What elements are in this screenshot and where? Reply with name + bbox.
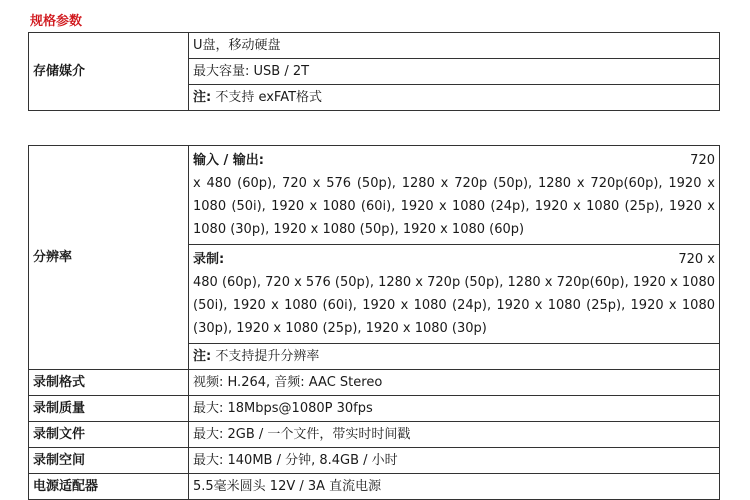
- resolution-io-first: 720: [690, 153, 715, 168]
- storage-note-label: 注:: [193, 90, 212, 105]
- storage-max-capacity: 最大容量: USB / 2T: [189, 59, 720, 85]
- resolution-rec-values: 480 (60p), 720 x 576 (50p), 1280 x 720p (50p), 1280 x 720p(60p), 1920 x 1080 (50i), 1920 x 1080 (60i), 1920 x 1080 (24p), 1920 x 1080 (25p), 1920 x 1080 (30p), 1920 x 1080 (25p), 1920 x 1080 (30p): [193, 275, 715, 336]
- record-space-label: 录制空间: [29, 448, 189, 474]
- resolution-rec-first: 720 x: [678, 252, 715, 267]
- resolution-io-cell: [189, 146, 720, 245]
- resolution-rec-label: 录制:: [193, 252, 225, 267]
- record-format-value: 视频: H.264, 音频: AAC Stereo: [189, 370, 720, 396]
- record-quality-value: 最大: 18Mbps@1080P 30fps: [189, 396, 720, 422]
- record-file-label: 录制文件: [29, 422, 189, 448]
- spec-table: [28, 145, 720, 500]
- page-title: 规格参数: [30, 14, 83, 29]
- power-adapter-value: 5.5毫米圆头 12V / 3A 直流电源: [189, 474, 720, 500]
- power-adapter-label: 电源适配器: [29, 474, 189, 500]
- storage-table: [28, 32, 720, 111]
- storage-note: [189, 85, 720, 111]
- storage-label: 存储媒介: [29, 33, 189, 111]
- storage-media-types: U盘，移动硬盘: [189, 33, 720, 59]
- resolution-label: 分辨率: [29, 146, 189, 370]
- resolution-note: [189, 344, 720, 370]
- record-format-label: 录制格式: [29, 370, 189, 396]
- record-file-value: 最大: 2GB / 一个文件，带实时时间戳: [189, 422, 720, 448]
- resolution-io-values: x 480 (60p), 720 x 576 (50p), 1280 x 720p (50p), 1280 x 720p(60p), 1920 x 1080 (50i), 1920 x 1080 (60i), 1920 x 1080 (24p), 1920 x 1080 (25p), 1920 x 1080 (30p), 1920 x 1080 (50p), 1920 x 1080 (60p): [193, 176, 715, 237]
- record-quality-label: 录制质量: [29, 396, 189, 422]
- resolution-rec-cell: [189, 245, 720, 344]
- storage-note-text: 不支持 exFAT格式: [211, 90, 323, 105]
- resolution-note-text: 不支持提升分辨率: [211, 349, 320, 364]
- resolution-io-label: 输入 / 输出:: [193, 153, 264, 168]
- resolution-note-label: 注:: [193, 349, 212, 364]
- record-space-value: 最大: 140MB / 分钟, 8.4GB / 小时: [189, 448, 720, 474]
